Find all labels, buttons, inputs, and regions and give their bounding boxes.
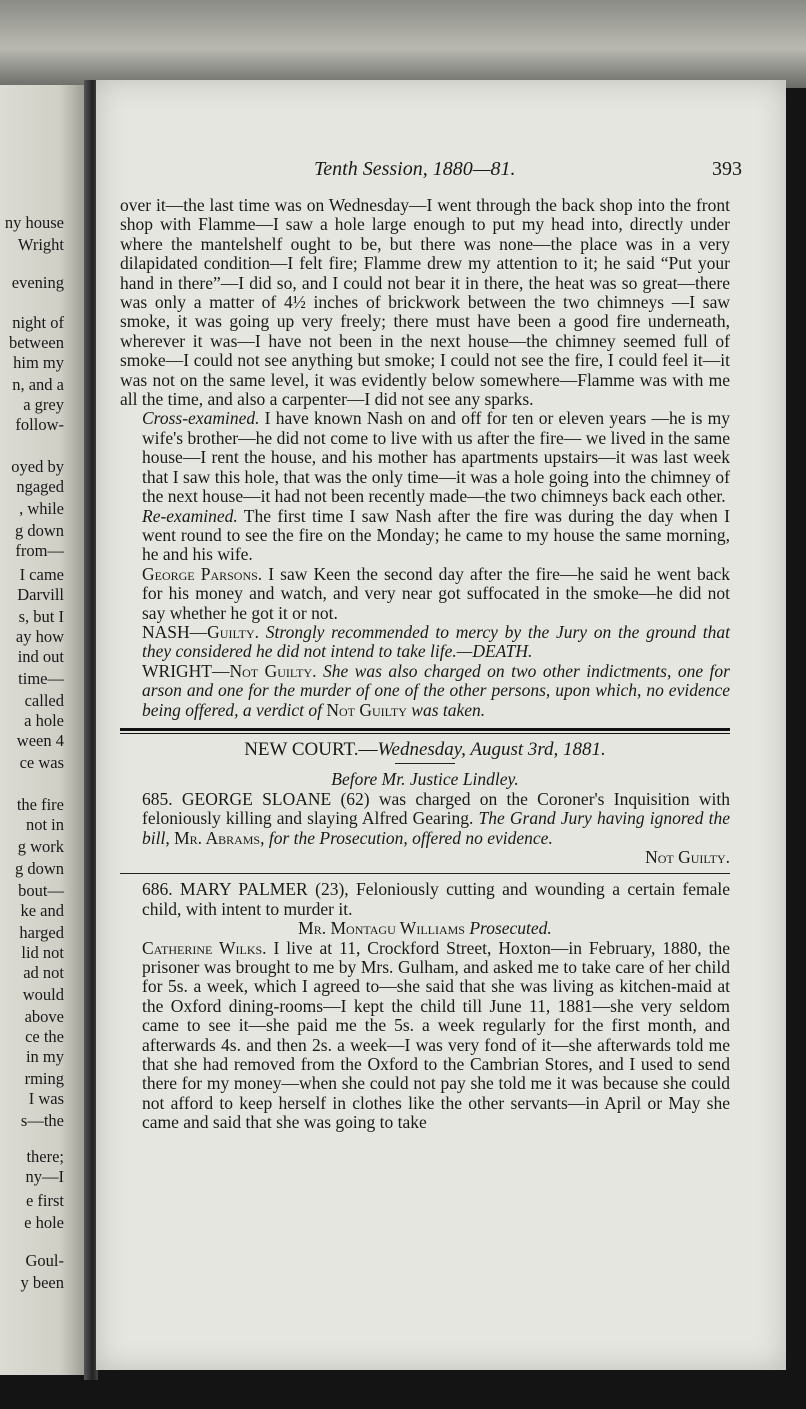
wright-verdict: WRIGHT—Not Guilty. She was also charged on two other indictments, one for arson and one for the murder of one of the other persons, upon which, no evidence being offered, a verdict of Not Guilty was taken. (142, 660, 730, 720)
prosecution-line: Mr. Montagu Williams Prosecuted. (298, 918, 552, 939)
facing-page-line: g work (17, 837, 64, 856)
facing-page-line: a hole (24, 711, 64, 730)
facing-page-line: ay how (15, 627, 64, 646)
facing-page-line: I came (19, 565, 64, 584)
facing-page-line: ny—I (25, 1167, 64, 1186)
facing-page-line: in my (25, 1047, 64, 1066)
judge-line: Before Mr. Justice Lindley. (331, 769, 519, 790)
facing-page-line: g down (14, 859, 64, 878)
facing-page-line: bout— (18, 881, 64, 900)
page-body (120, 196, 730, 1133)
short-rule (395, 763, 455, 764)
facing-page-line: lid not (21, 943, 64, 962)
parsons-testimony: George Parsons. I saw Keen the second day after the fire—he said he went back for his money and watch, and very near got suffocated in the smoke—he did not say whether he got it or not. (142, 563, 731, 623)
facing-page-line: evening (11, 273, 64, 292)
facing-page-line: ny house (4, 213, 64, 232)
facing-page-line: oyed by (11, 457, 64, 476)
case-685: 685. GEORGE SLOANE (62) was charged on the Coroner's Inquisition with feloniously killing and slaying Alfred Gearing. The Grand Jury having ignored the bill, Mr. Abrams, for the Prosecution, offered no evidence. (142, 788, 731, 848)
facing-page-line: g down (14, 521, 64, 540)
facing-page-line: s, but I (18, 607, 64, 626)
scanner-background (0, 0, 806, 88)
facing-page-line: n, and a (12, 375, 64, 394)
facing-page-line: follow- (15, 415, 64, 434)
case-685-verdict: Not Guilty. (645, 847, 730, 867)
facing-page-line: ngaged (16, 477, 64, 496)
testimony-paragraph: over it—the last time was on Wednesday—I went through the back shop into the front shop with Flamme—I saw a hole large enough to put my head into, directly under where the mantelshelf ought to be, but there was none—the place was in a very dilapidated condition—I felt fire; Flamme drew my attention to it; he said “Put your hand in there”—I did so, and I could not bear it in there, the heat was so great—there was only a matter of 4½ inches of brickwork between the two chimneys —I saw smoke, it was going up very freely; there must have been a good fire underneath, wherever it was—I have not been in the next house—the chimney seemed full of smoke—I could not see anything but smoke; I could not see the fire, I could feel it—it was not on the same level, it was evidently below somewhere—Flamme was with me all the time, and also a carpenter—I did not see any sparks. (120, 195, 730, 410)
page (96, 80, 786, 1370)
facing-page-line: ad not (23, 963, 64, 982)
facing-page-line: called (24, 691, 64, 710)
facing-page-line: there; (26, 1147, 64, 1166)
case-divider (120, 873, 730, 874)
facing-page-line: e first (25, 1191, 64, 1210)
facing-page-line: time— (18, 669, 64, 688)
facing-page-line: I was (28, 1089, 64, 1108)
facing-page-line: , while (19, 499, 64, 518)
case-686: 686. MARY PALMER (23), Feloniously cutting and wounding a certain female child, with intent to murder it. (142, 879, 730, 919)
facing-page-line: night of (12, 313, 64, 332)
cross-examination: Cross-examined. I have known Nash on and off for ten or eleven years —he is my wife's brother—he did not come to live with us after the fire— we lived in the same house—I rent the house, and his mother has apartments upstairs—it was last week that I saw this hole, that was the only time—it was a hole going into the chimney of the next house—it had not been recently made—the two chimneys back each other. (142, 408, 730, 507)
court-heading: NEW COURT.—Wednesday, August 3rd, 1881. (244, 738, 606, 760)
facing-page-line: ind out (17, 647, 64, 666)
facing-page-line: the fire (16, 795, 64, 814)
facing-page-line: above (24, 1007, 64, 1026)
session-title: Tenth Session, 1880—81. (314, 158, 516, 180)
section-divider (120, 728, 730, 734)
facing-page-line: ce the (25, 1027, 64, 1046)
facing-page-line: ce was (19, 753, 64, 772)
facing-page-line: ke and (20, 901, 64, 920)
facing-page-line: Wright (17, 235, 64, 254)
facing-page (0, 85, 86, 1375)
facing-page-line: e hole (24, 1213, 64, 1232)
re-examination: Re-examined. The first time I saw Nash after the fire was during the day when I went round to see the fire on the Monday; he came to my house the same morning, he and his wife. (142, 505, 730, 565)
facing-page-line: not in (25, 815, 64, 834)
facing-page-line: from— (15, 541, 64, 560)
facing-page-line: y been (20, 1273, 64, 1292)
facing-page-line: him my (13, 353, 64, 372)
wilks-testimony: Catherine Wilks. I live at 11, Crockford Street, Hoxton—in February, 1880, the prisoner was brought to me by Mrs. Gulham, and asked me to take care of her child for 5s. a week, which I agreed to—she said that she was living as kitchen-maid at the Oxford dining-rooms—I kept the child till June 11, 1881—she very seldom came to see it—she paid me the 5s. a week regularly for the first month, and afterwards 4s. and then 2s. a week—I was very fond of it—she afterwards told me that she had removed from the Oxford to the Cambrian Stores, and I used to send there for my money—when she could not pay she told me it was because she could not afford to keep herself in clothes like the other servants—in April or May she came and said that she was going to take (142, 937, 730, 1133)
facing-page-line: Darvill (17, 585, 64, 604)
page-number: 393 (712, 158, 742, 180)
nash-verdict: NASH—Guilty. Strongly recommended to mercy by the Jury on the ground that they considered he did not intend to take life.—DEATH. (142, 621, 730, 662)
facing-page-line: s—the (20, 1111, 64, 1130)
facing-page-line: a grey (23, 395, 64, 414)
facing-page-line: between (9, 333, 64, 352)
facing-page-line: ween 4 (16, 731, 64, 750)
facing-page-line: Goul- (25, 1251, 64, 1270)
facing-page-line: would (22, 985, 64, 1004)
facing-page-line: rming (24, 1069, 64, 1088)
facing-page-line: harged (19, 923, 64, 942)
